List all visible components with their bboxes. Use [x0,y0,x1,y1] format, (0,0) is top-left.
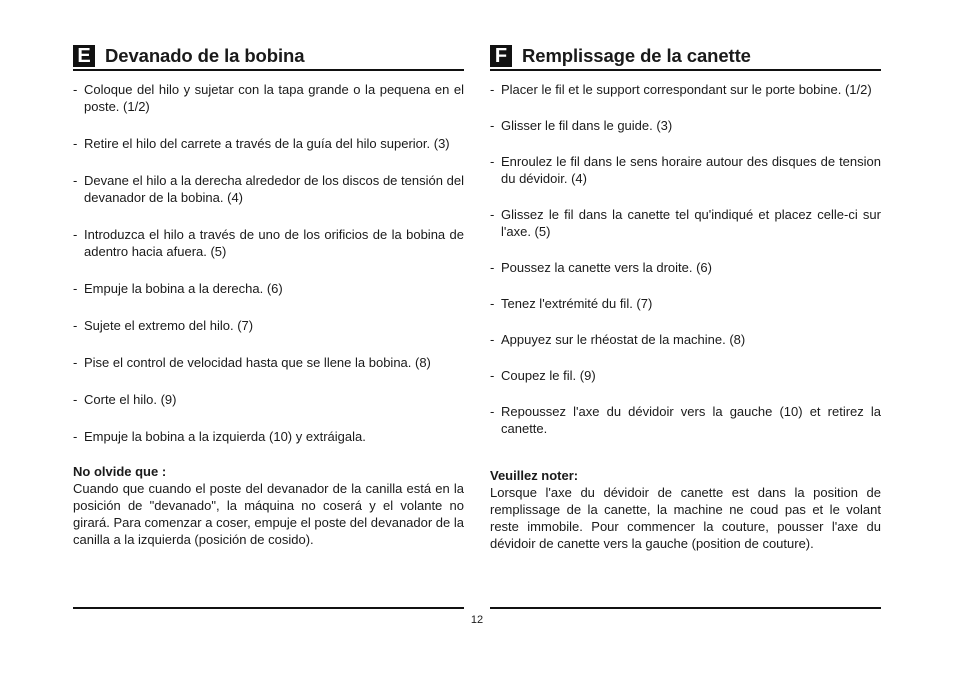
dash-bullet: - [73,355,78,370]
language-badge-e: E [73,45,95,67]
step-item: - Pise el control de velocidad hasta que se llene la bobina. (8) [73,355,431,370]
section-heading-f [490,44,881,71]
dash-bullet: - [73,173,78,188]
dash-bullet: - [73,82,78,97]
spanish-section [73,44,464,548]
section-title-f: Remplissage de la canette [522,44,751,66]
step-item: - Repoussez l'axe du dévidoir vers la gauche (10) et retirez la canette. [490,404,881,436]
step-item: - Retire el hilo del carrete a través de la guía del hilo superior. (3) [73,136,450,151]
step-item: - Enroulez le fil dans le sens horaire autour des disques de tension du dévidoir. (4) [490,154,881,186]
steps-list-f [490,81,881,437]
dash-bullet: - [490,118,495,133]
step-item: - Devane el hilo a la derecha alrededor de los discos de tensión del devanador de la bobina. (4) [73,173,464,205]
dash-bullet: - [490,260,495,275]
note-title-f: Veuillez noter: [490,468,579,483]
dash-bullet: - [73,318,78,333]
dash-bullet: - [490,332,495,347]
dash-bullet: - [73,429,78,444]
step-item: - Coupez le fil. (9) [490,368,596,383]
page-number: 12 [470,614,484,626]
step-item: - Tenez l'extrémité du fil. (7) [490,296,653,311]
dash-bullet: - [490,82,495,97]
note-body-e: Cuando que cuando el poste del devanador de la canilla está en la posición de "devanado", la máquina no coserá y el volante no girará. Para comenzar a coser, empuje el poste del devanador de la canilla a la izquierda (posición de cosido). [73,481,464,547]
note-block-f [490,467,881,552]
dash-bullet: - [73,281,78,296]
section-heading-e [73,44,464,71]
dash-bullet: - [490,368,495,383]
section-title-e: Devanado de la bobina [105,44,305,66]
step-item: - Poussez la canette vers la droite. (6) [490,260,712,275]
dash-bullet: - [490,404,495,419]
dash-bullet: - [490,207,495,222]
steps-list-e [73,81,464,445]
step-item: - Appuyez sur le rhéostat de la machine. (8) [490,332,746,347]
step-item: - Empuje la bobina a la derecha. (6) [73,281,283,296]
dash-bullet: - [490,296,495,311]
step-item: - Placer le fil et le support correspondant sur le porte bobine. (1/2) [490,82,872,97]
step-item: - Coloque del hilo y sujetar con la tapa grande o la pequena en el poste. (1/2) [73,82,464,114]
dash-bullet: - [73,227,78,242]
step-item: - Corte el hilo. (9) [73,392,177,407]
french-section [490,44,881,552]
note-block-e [73,463,464,548]
step-item: - Glissez le fil dans la canette tel qu'indiqué et placez celle-ci sur l'axe. (5) [490,207,881,239]
dash-bullet: - [73,392,78,407]
footer-divider-left [73,607,464,609]
step-item: - Glisser le fil dans le guide. (3) [490,118,673,133]
note-title-e: No olvide que : [73,464,167,479]
language-badge-f: F [490,45,512,67]
dash-bullet: - [73,136,78,151]
footer-divider-right [490,607,881,609]
step-item: - Empuje la bobina a la izquierda (10) y extráigala. [73,429,366,444]
step-item: - Introduzca el hilo a través de uno de los orificios de la bobina de adentro hacia afuera. (5) [73,227,464,259]
dash-bullet: - [490,154,495,169]
step-item: - Sujete el extremo del hilo. (7) [73,318,254,333]
note-body-f: Lorsque l'axe du dévidoir de canette est dans la position de remplissage de la canette, la machine ne coud pas et le volant reste immobile. Pour commencer la couture, pousser l'axe du dévidoir de canette vers la gauche (position de couture). [490,485,881,551]
